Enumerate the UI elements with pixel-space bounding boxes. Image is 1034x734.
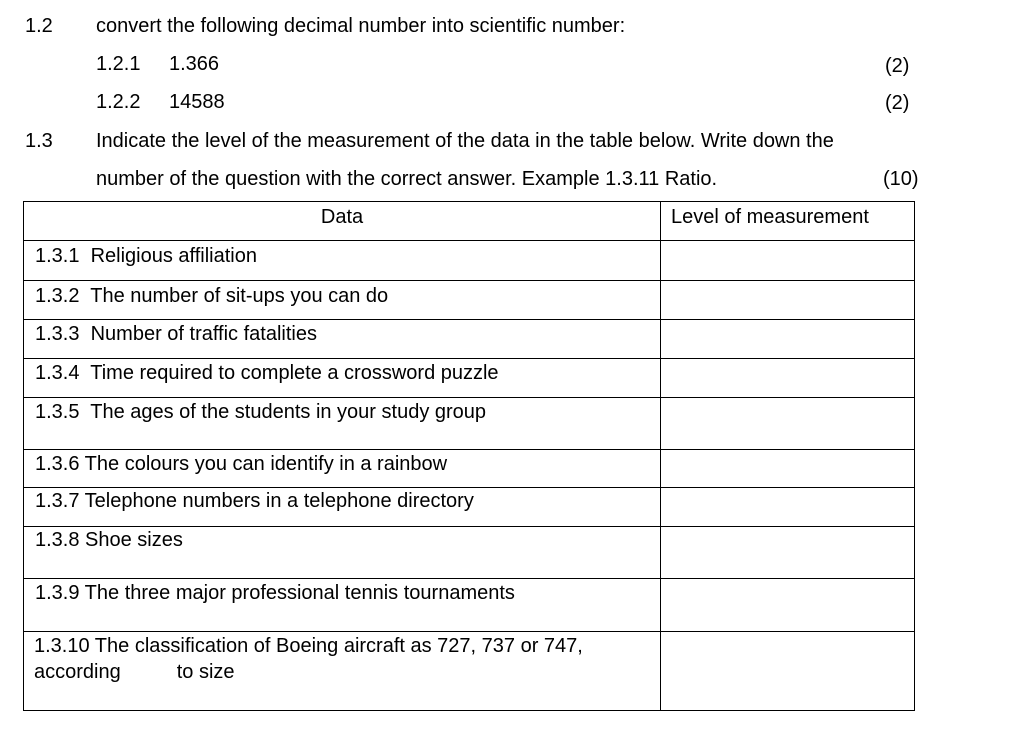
answer-cell-1-3-5[interactable] [661,398,915,450]
table-row [24,281,915,320]
row-data-1-3-7: 1.3.7 Telephone numbers in a telephone directory [24,488,661,527]
question-text-1-2: convert the following decimal number into scientific number: [96,15,626,37]
table-row [24,320,915,359]
answer-cell-1-3-6[interactable] [661,450,915,488]
answer-cell-1-3-1[interactable] [661,241,915,281]
header-level-of-measurement: Level of measurement [661,202,915,241]
answer-cell-1-3-10[interactable] [661,632,915,711]
question-text-1-3-line2: number of the question with the correct answer. Example 1.3.11 Ratio. [96,168,718,190]
row-data-1-3-8: 1.3.8 Shoe sizes [24,527,661,579]
sub-question-value-1-2-1: 1.366 [169,53,220,75]
marks-1-3: (10) [883,168,919,190]
marks-1-2-2: (2) [885,92,910,114]
row-data-1-3-4: 1.3.4 Time required to complete a crossword puzzle [24,359,661,398]
row-data-1-3-3: 1.3.3 Number of traffic fatalities [24,320,661,359]
answer-cell-1-3-7[interactable] [661,488,915,527]
row-data-1-3-10 [24,632,661,711]
sub-question-value-1-2-2: 14588 [169,91,225,113]
table-row [24,579,915,632]
row-data-1-3-10-part2: to size [176,661,235,683]
table-row [24,527,915,579]
answer-cell-1-3-2[interactable] [661,281,915,320]
table-row [24,488,915,527]
marks-1-2-1: (2) [885,55,910,77]
row-data-1-3-6: 1.3.6 The colours you can identify in a rainbow [24,450,661,488]
header-data: Data [24,202,661,241]
row-data-1-3-10-part1: 1.3.10 The classification of Boeing aircraft as 727, 737 or 747, according [34,635,583,683]
answer-cell-1-3-8[interactable] [661,527,915,579]
sub-question-number-1-2-1: 1.2.1 [96,53,141,75]
table-row [24,450,915,488]
sub-question-number-1-2-2: 1.2.2 [96,91,141,113]
row-data-1-3-9: 1.3.9 The three major professional tennis tournaments [24,579,661,632]
measurement-table [23,201,915,711]
table-header-row [24,202,915,241]
table-row [24,359,915,398]
table-row [24,632,915,711]
question-text-1-3-line1: Indicate the level of the measurement of the data in the table below. Write down the [96,130,834,152]
row-data-1-3-2: 1.3.2 The number of sit-ups you can do [24,281,661,320]
table-row [24,241,915,281]
row-data-1-3-5: 1.3.5 The ages of the students in your study group [24,398,661,450]
row-data-1-3-1: 1.3.1 Religious affiliation [24,241,661,281]
table-row [24,398,915,450]
question-number-1-2: 1.2 [25,15,53,37]
answer-cell-1-3-4[interactable] [661,359,915,398]
answer-cell-1-3-9[interactable] [661,579,915,632]
answer-cell-1-3-3[interactable] [661,320,915,359]
question-number-1-3: 1.3 [25,130,53,152]
